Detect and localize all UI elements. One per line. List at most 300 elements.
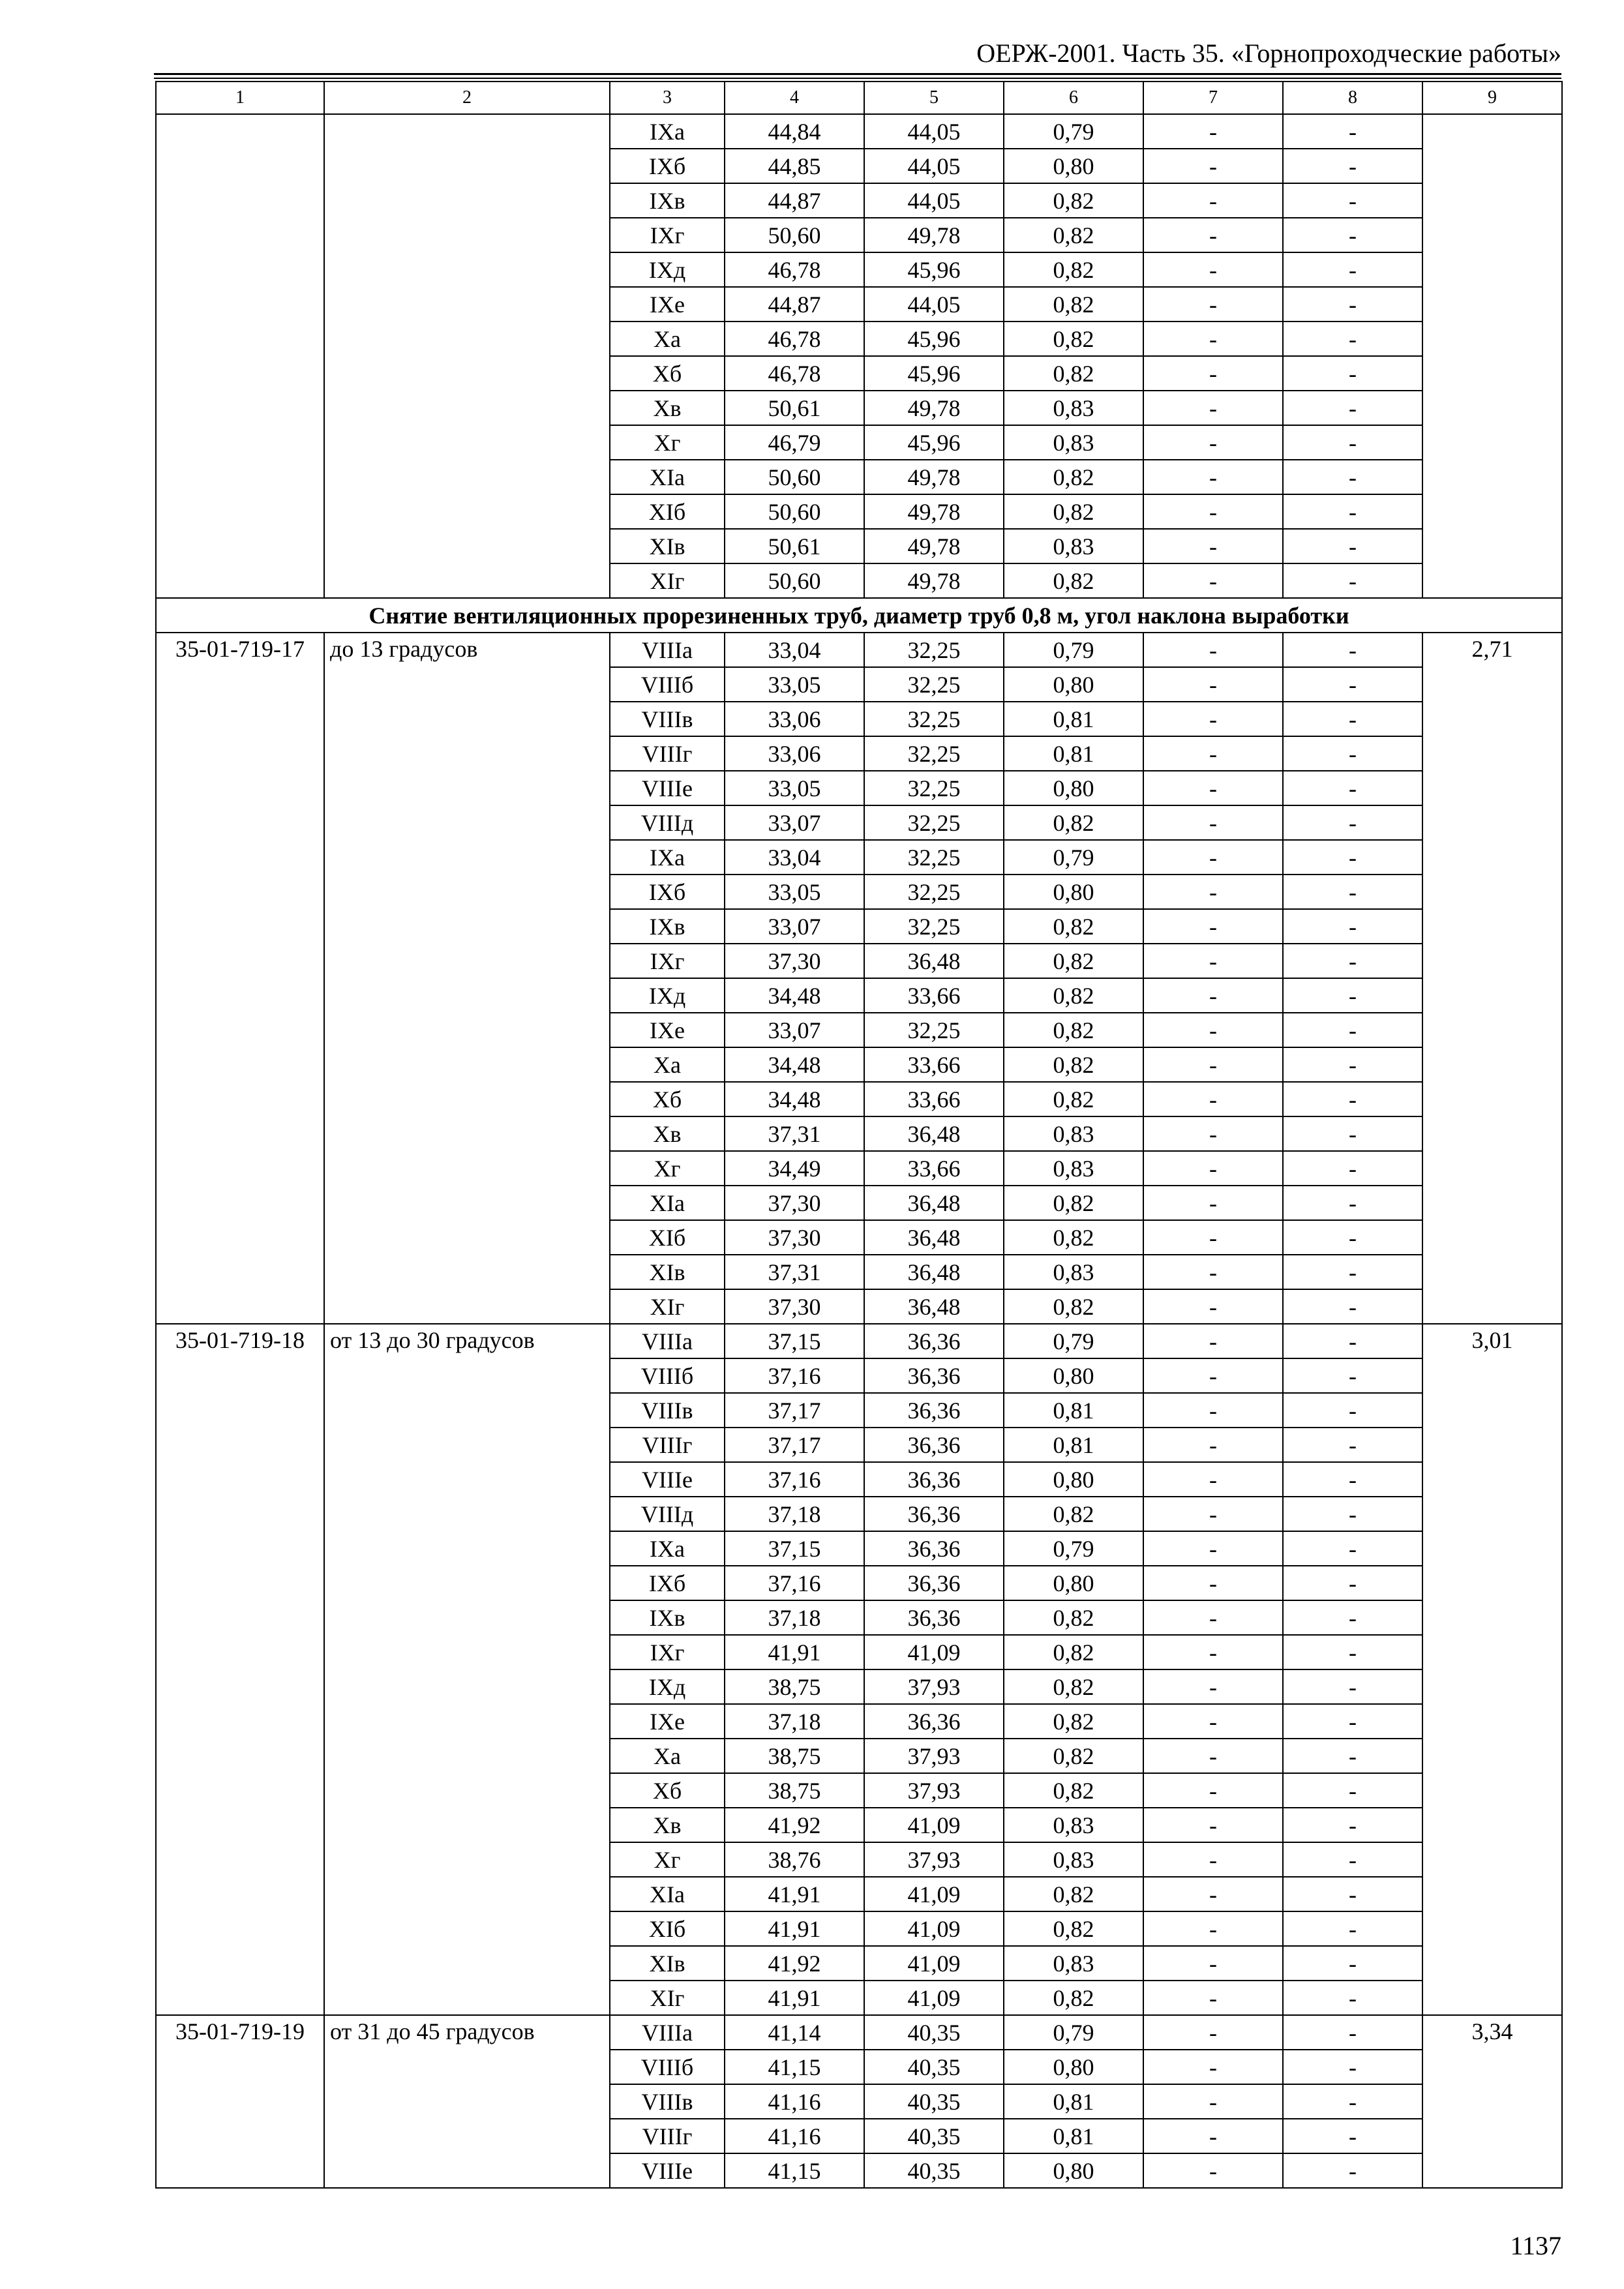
column-header: 1 [156,82,324,114]
table-cell: - [1283,529,1422,563]
table-cell: - [1283,218,1422,252]
table-cell: IXб [610,875,725,909]
table-cell: IXе [610,287,725,322]
table-body [156,114,1562,2188]
table-cell: - [1143,356,1283,391]
table-cell: IXв [610,183,725,218]
table-cell: 41,09 [864,1946,1004,1981]
page-number: 1137 [1510,2231,1561,2260]
table-cell: IXб [610,1566,725,1600]
table-cell: 41,91 [725,1981,864,2015]
table-cell: - [1283,1669,1422,1704]
table-cell: 0,81 [1004,702,1143,736]
table-cell: - [1143,1981,1283,2015]
table-cell: VIIIе [610,2153,725,2188]
table-cell: VIIIб [610,667,725,702]
table-cell: - [1143,1877,1283,1911]
table-cell: 33,66 [864,1082,1004,1116]
column-header: 6 [1004,82,1143,114]
table-cell: - [1283,391,1422,425]
table-cell: - [1283,114,1422,149]
table-cell: 0,82 [1004,1981,1143,2015]
table-cell: - [1283,1289,1422,1324]
table-cell: 0,83 [1004,1151,1143,1186]
table-cell: - [1283,1946,1422,1981]
table-cell: VIIIб [610,1358,725,1393]
table-cell: - [1143,1600,1283,1635]
table-cell: 37,15 [725,1324,864,1358]
table-cell: - [1143,1462,1283,1497]
table-cell: 44,84 [725,114,864,149]
table-cell: - [1143,1911,1283,1946]
table-cell: - [1143,667,1283,702]
table-row [156,1324,1562,1358]
table-cell: - [1283,771,1422,805]
table-cell: 0,83 [1004,1946,1143,1981]
table-cell: 0,79 [1004,633,1143,667]
table-cell: XIб [610,494,725,529]
table-cell: 41,14 [725,2015,864,2050]
description-cell: от 31 до 45 градусов [324,2015,610,2188]
table-cell: 36,48 [864,1186,1004,1220]
table-cell: 0,80 [1004,771,1143,805]
table-cell: 44,85 [725,149,864,183]
table-cell: VIIIа [610,633,725,667]
table-cell: 36,36 [864,1324,1004,1358]
table-cell: - [1143,1566,1283,1600]
table-cell: - [1283,1428,1422,1462]
table-cell: Xг [610,425,725,460]
table-cell: - [1283,494,1422,529]
code-cell: 35-01-719-17 [156,633,324,1324]
table-cell: VIIIе [610,771,725,805]
table-cell: VIIIд [610,805,725,840]
table-cell: 0,82 [1004,1220,1143,1255]
table-cell: 0,82 [1004,322,1143,356]
table-cell: 36,48 [864,1116,1004,1151]
document-header: ОЕРЖ-2001. Часть 35. «Горнопроходческие работы» [976,38,1561,68]
description-cell: до 13 градусов [324,633,610,1324]
table-cell: 0,83 [1004,1842,1143,1877]
table-cell: IXг [610,218,725,252]
table-cell: 0,82 [1004,356,1143,391]
table-cell: VIIIе [610,1462,725,1497]
table-cell: 33,07 [725,1013,864,1047]
table-cell: 0,81 [1004,1428,1143,1462]
table-cell: 0,81 [1004,1393,1143,1428]
table-cell: 33,66 [864,978,1004,1013]
table-cell: - [1143,460,1283,494]
table-cell: - [1283,1739,1422,1773]
table-cell: 0,80 [1004,667,1143,702]
table-cell: 50,61 [725,391,864,425]
table-cell: 45,96 [864,322,1004,356]
table-cell: - [1143,1669,1283,1704]
table-cell: 33,06 [725,736,864,771]
table-cell: - [1283,702,1422,736]
table-cell: - [1143,1289,1283,1324]
table-cell: - [1283,1082,1422,1116]
column-header: 4 [725,82,864,114]
table-cell: - [1283,460,1422,494]
table-cell: - [1283,1911,1422,1946]
table-cell: 49,78 [864,529,1004,563]
table-cell: IXд [610,1669,725,1704]
table-cell: 37,18 [725,1497,864,1531]
table-cell: 0,81 [1004,2084,1143,2119]
table-cell: XIа [610,1877,725,1911]
table-cell: 41,92 [725,1808,864,1842]
table-cell: 0,82 [1004,1600,1143,1635]
table-cell: - [1143,1946,1283,1981]
table-cell: 0,82 [1004,460,1143,494]
table-cell: 0,80 [1004,149,1143,183]
table-cell: - [1143,633,1283,667]
table-cell: - [1283,909,1422,944]
table-cell: VIIIг [610,736,725,771]
table-cell: XIв [610,1946,725,1981]
table-cell: 32,25 [864,771,1004,805]
table-cell: 0,79 [1004,114,1143,149]
table-cell: - [1283,1566,1422,1600]
table-cell: 41,16 [725,2084,864,2119]
table-cell: 0,82 [1004,494,1143,529]
table-cell: 44,05 [864,114,1004,149]
table-cell: IXг [610,1635,725,1669]
table-cell: 41,09 [864,1911,1004,1946]
table-cell: 46,78 [725,322,864,356]
table-cell: IXе [610,1704,725,1739]
table-cell: - [1143,1497,1283,1531]
table-cell: 46,79 [725,425,864,460]
table-cell: 38,75 [725,1739,864,1773]
table-cell: 0,80 [1004,2153,1143,2188]
table-cell: 38,75 [725,1669,864,1704]
table-cell: VIIIв [610,1393,725,1428]
table-cell: 50,60 [725,494,864,529]
table-cell: 37,93 [864,1669,1004,1704]
table-cell: 37,30 [725,944,864,978]
table-cell: - [1143,218,1283,252]
table-cell: - [1283,1531,1422,1566]
table-cell: - [1143,1428,1283,1462]
table-cell: - [1283,1497,1422,1531]
table-cell: - [1283,1186,1422,1220]
table-cell: - [1283,1116,1422,1151]
table-cell: 0,82 [1004,1877,1143,1911]
table-cell: 33,66 [864,1047,1004,1082]
table-cell: - [1283,2153,1422,2188]
table-cell: 36,36 [864,1358,1004,1393]
table-cell: 0,82 [1004,1013,1143,1047]
table-cell: 0,83 [1004,1116,1143,1151]
table-cell: 38,75 [725,1773,864,1808]
table-cell: - [1283,633,1422,667]
table-cell: VIIIг [610,2119,725,2153]
table-cell: - [1143,563,1283,598]
table-cell: XIг [610,1981,725,2015]
table-cell: 41,09 [864,1635,1004,1669]
table-cell: 0,82 [1004,563,1143,598]
table-cell: 0,80 [1004,875,1143,909]
table-cell: 37,16 [725,1566,864,1600]
table-cell: 0,82 [1004,1773,1143,1808]
table-cell: 0,82 [1004,805,1143,840]
table-cell: 38,76 [725,1842,864,1877]
table-cell: 0,83 [1004,529,1143,563]
table-cell: - [1283,356,1422,391]
table-cell: - [1283,667,1422,702]
table-cell: - [1143,1116,1283,1151]
table-cell: 0,82 [1004,1911,1143,1946]
table-cell: VIIIв [610,2084,725,2119]
table-cell: - [1143,1358,1283,1393]
table-cell: IXа [610,114,725,149]
table-cell: - [1283,1773,1422,1808]
column-header: 8 [1283,82,1422,114]
table-row [156,114,1562,149]
norm-cell [1422,114,1562,598]
table-cell: - [1143,1013,1283,1047]
table-cell: 37,31 [725,1116,864,1151]
table-cell: - [1283,1704,1422,1739]
table-cell: - [1283,1255,1422,1289]
table-cell: 0,83 [1004,425,1143,460]
table-cell: 37,17 [725,1428,864,1462]
column-header: 5 [864,82,1004,114]
table-cell: - [1143,425,1283,460]
table-cell: 0,79 [1004,1531,1143,1566]
column-header: 9 [1422,82,1562,114]
table-cell: IXг [610,944,725,978]
table-cell: 0,82 [1004,909,1143,944]
table-cell: - [1143,149,1283,183]
table-cell: - [1143,1047,1283,1082]
table-cell: 0,83 [1004,391,1143,425]
table-cell: - [1283,2050,1422,2084]
table-cell: 0,79 [1004,840,1143,875]
table-cell: - [1143,2050,1283,2084]
table-cell: - [1283,2084,1422,2119]
table-cell: - [1283,1220,1422,1255]
section-title: Снятие вентиляционных прорезиненных труб, диаметр труб 0,8 м, угол наклона выработки [156,598,1562,633]
table-cell: - [1283,563,1422,598]
table-cell: 41,16 [725,2119,864,2153]
table-cell: - [1143,1186,1283,1220]
table-cell: 34,48 [725,1047,864,1082]
table-cell: 41,09 [864,1808,1004,1842]
table-cell: - [1283,1635,1422,1669]
table-cell: 40,35 [864,2050,1004,2084]
table-cell: 41,91 [725,1877,864,1911]
table-cell: - [1143,909,1283,944]
table-cell: Xг [610,1151,725,1186]
table-cell: Xб [610,1082,725,1116]
table-cell: 37,16 [725,1462,864,1497]
table-cell: - [1283,875,1422,909]
table-cell: 0,81 [1004,2119,1143,2153]
table-cell: - [1283,252,1422,287]
table-cell: 0,82 [1004,287,1143,322]
table-cell: 36,48 [864,944,1004,978]
table-cell: IXв [610,909,725,944]
table-cell: 44,87 [725,183,864,218]
table-cell: XIб [610,1911,725,1946]
table-cell: 32,25 [864,633,1004,667]
header-rule-thin [154,78,1561,79]
table-cell: 32,25 [864,840,1004,875]
table-cell: 45,96 [864,252,1004,287]
table-cell: 32,25 [864,909,1004,944]
table-cell: Xв [610,391,725,425]
table-cell: - [1143,1842,1283,1877]
table-cell: - [1143,494,1283,529]
table-cell: 49,78 [864,563,1004,598]
table-cell: - [1143,2153,1283,2188]
table-cell: - [1143,391,1283,425]
table-cell: VIIIг [610,1428,725,1462]
table-cell: - [1283,287,1422,322]
section-row [156,598,1562,633]
table-cell: 0,82 [1004,1186,1143,1220]
table-cell: - [1143,875,1283,909]
table-cell: - [1143,183,1283,218]
table-cell: - [1283,183,1422,218]
table-cell: XIв [610,529,725,563]
table-cell: - [1283,1393,1422,1428]
table-cell: 34,49 [725,1151,864,1186]
table-cell: 37,30 [725,1220,864,1255]
table-cell: - [1283,1842,1422,1877]
table-cell: - [1283,736,1422,771]
code-cell: 35-01-719-18 [156,1324,324,2015]
table-cell: 36,48 [864,1220,1004,1255]
table-cell: 50,60 [725,460,864,494]
table-cell: 41,15 [725,2050,864,2084]
table-cell: - [1283,840,1422,875]
table-cell: - [1143,1082,1283,1116]
table-cell: 37,16 [725,1358,864,1393]
table-cell: VIIIв [610,702,725,736]
table-cell: - [1143,1151,1283,1186]
table-cell: 0,82 [1004,1669,1143,1704]
table-row [156,2015,1562,2050]
table-cell: 36,36 [864,1393,1004,1428]
table-cell: 44,05 [864,183,1004,218]
table-cell: Xа [610,1047,725,1082]
table-cell: XIг [610,1289,725,1324]
table-cell: XIа [610,1186,725,1220]
table-cell: - [1143,1808,1283,1842]
description-cell [324,114,610,598]
table-cell: - [1283,149,1422,183]
table-cell: - [1143,1255,1283,1289]
table-cell: 0,82 [1004,183,1143,218]
table-cell: XIа [610,460,725,494]
table-cell: 0,82 [1004,1497,1143,1531]
table-cell: VIIIб [610,2050,725,2084]
table-cell: 44,87 [725,287,864,322]
table-cell: 33,04 [725,840,864,875]
table-cell: - [1143,944,1283,978]
norm-cell: 3,01 [1422,1324,1562,2015]
table-cell: - [1143,2119,1283,2153]
table-cell: 33,66 [864,1151,1004,1186]
table-cell: 36,36 [864,1566,1004,1600]
header-rule [154,73,1561,75]
table-cell: Xб [610,356,725,391]
table-cell: 37,31 [725,1255,864,1289]
table-cell: 41,92 [725,1946,864,1981]
table-cell: - [1283,1324,1422,1358]
rates-table [155,81,1563,2189]
table-cell: 0,80 [1004,1566,1143,1600]
table-cell: 0,82 [1004,1635,1143,1669]
table-cell: 44,05 [864,287,1004,322]
table-cell: 32,25 [864,736,1004,771]
table-cell: 0,82 [1004,1082,1143,1116]
table-cell: Xа [610,322,725,356]
column-header: 2 [324,82,610,114]
table-cell: 32,25 [864,667,1004,702]
table-cell: 37,18 [725,1600,864,1635]
table-cell: - [1283,425,1422,460]
table-cell: 0,83 [1004,1808,1143,1842]
table-cell: 41,91 [725,1911,864,1946]
table-cell: 33,06 [725,702,864,736]
table-cell: 41,15 [725,2153,864,2188]
table-cell: 0,79 [1004,1324,1143,1358]
table-cell: 0,82 [1004,1704,1143,1739]
column-header: 3 [610,82,725,114]
table-cell: Xв [610,1116,725,1151]
table-cell: - [1283,805,1422,840]
table-cell: 36,36 [864,1497,1004,1531]
table-cell: IXв [610,1600,725,1635]
table-cell: 44,05 [864,149,1004,183]
table-cell: 33,07 [725,909,864,944]
table-cell: - [1283,1462,1422,1497]
table-cell: 0,79 [1004,2015,1143,2050]
table-cell: - [1283,944,1422,978]
table-cell: 0,82 [1004,1739,1143,1773]
table-cell: 49,78 [864,391,1004,425]
table-cell: - [1143,702,1283,736]
table-cell: 40,35 [864,2084,1004,2119]
table-cell: 36,36 [864,1600,1004,1635]
table-cell: 33,05 [725,875,864,909]
table-cell: - [1143,2084,1283,2119]
table-cell: 33,07 [725,805,864,840]
table-cell: - [1143,840,1283,875]
column-header: 7 [1143,82,1283,114]
table-cell: 32,25 [864,875,1004,909]
table-cell: IXа [610,840,725,875]
table-cell: 0,80 [1004,2050,1143,2084]
table-cell: 40,35 [864,2015,1004,2050]
table-cell: Xв [610,1808,725,1842]
table-cell: - [1143,771,1283,805]
table-cell: 33,04 [725,633,864,667]
table-cell: - [1283,978,1422,1013]
table-cell: 0,83 [1004,1255,1143,1289]
table-cell: 32,25 [864,1013,1004,1047]
table-cell: - [1283,1600,1422,1635]
table-cell: 0,82 [1004,944,1143,978]
table-cell: XIг [610,563,725,598]
table-cell: - [1143,1773,1283,1808]
table-cell: 37,30 [725,1186,864,1220]
